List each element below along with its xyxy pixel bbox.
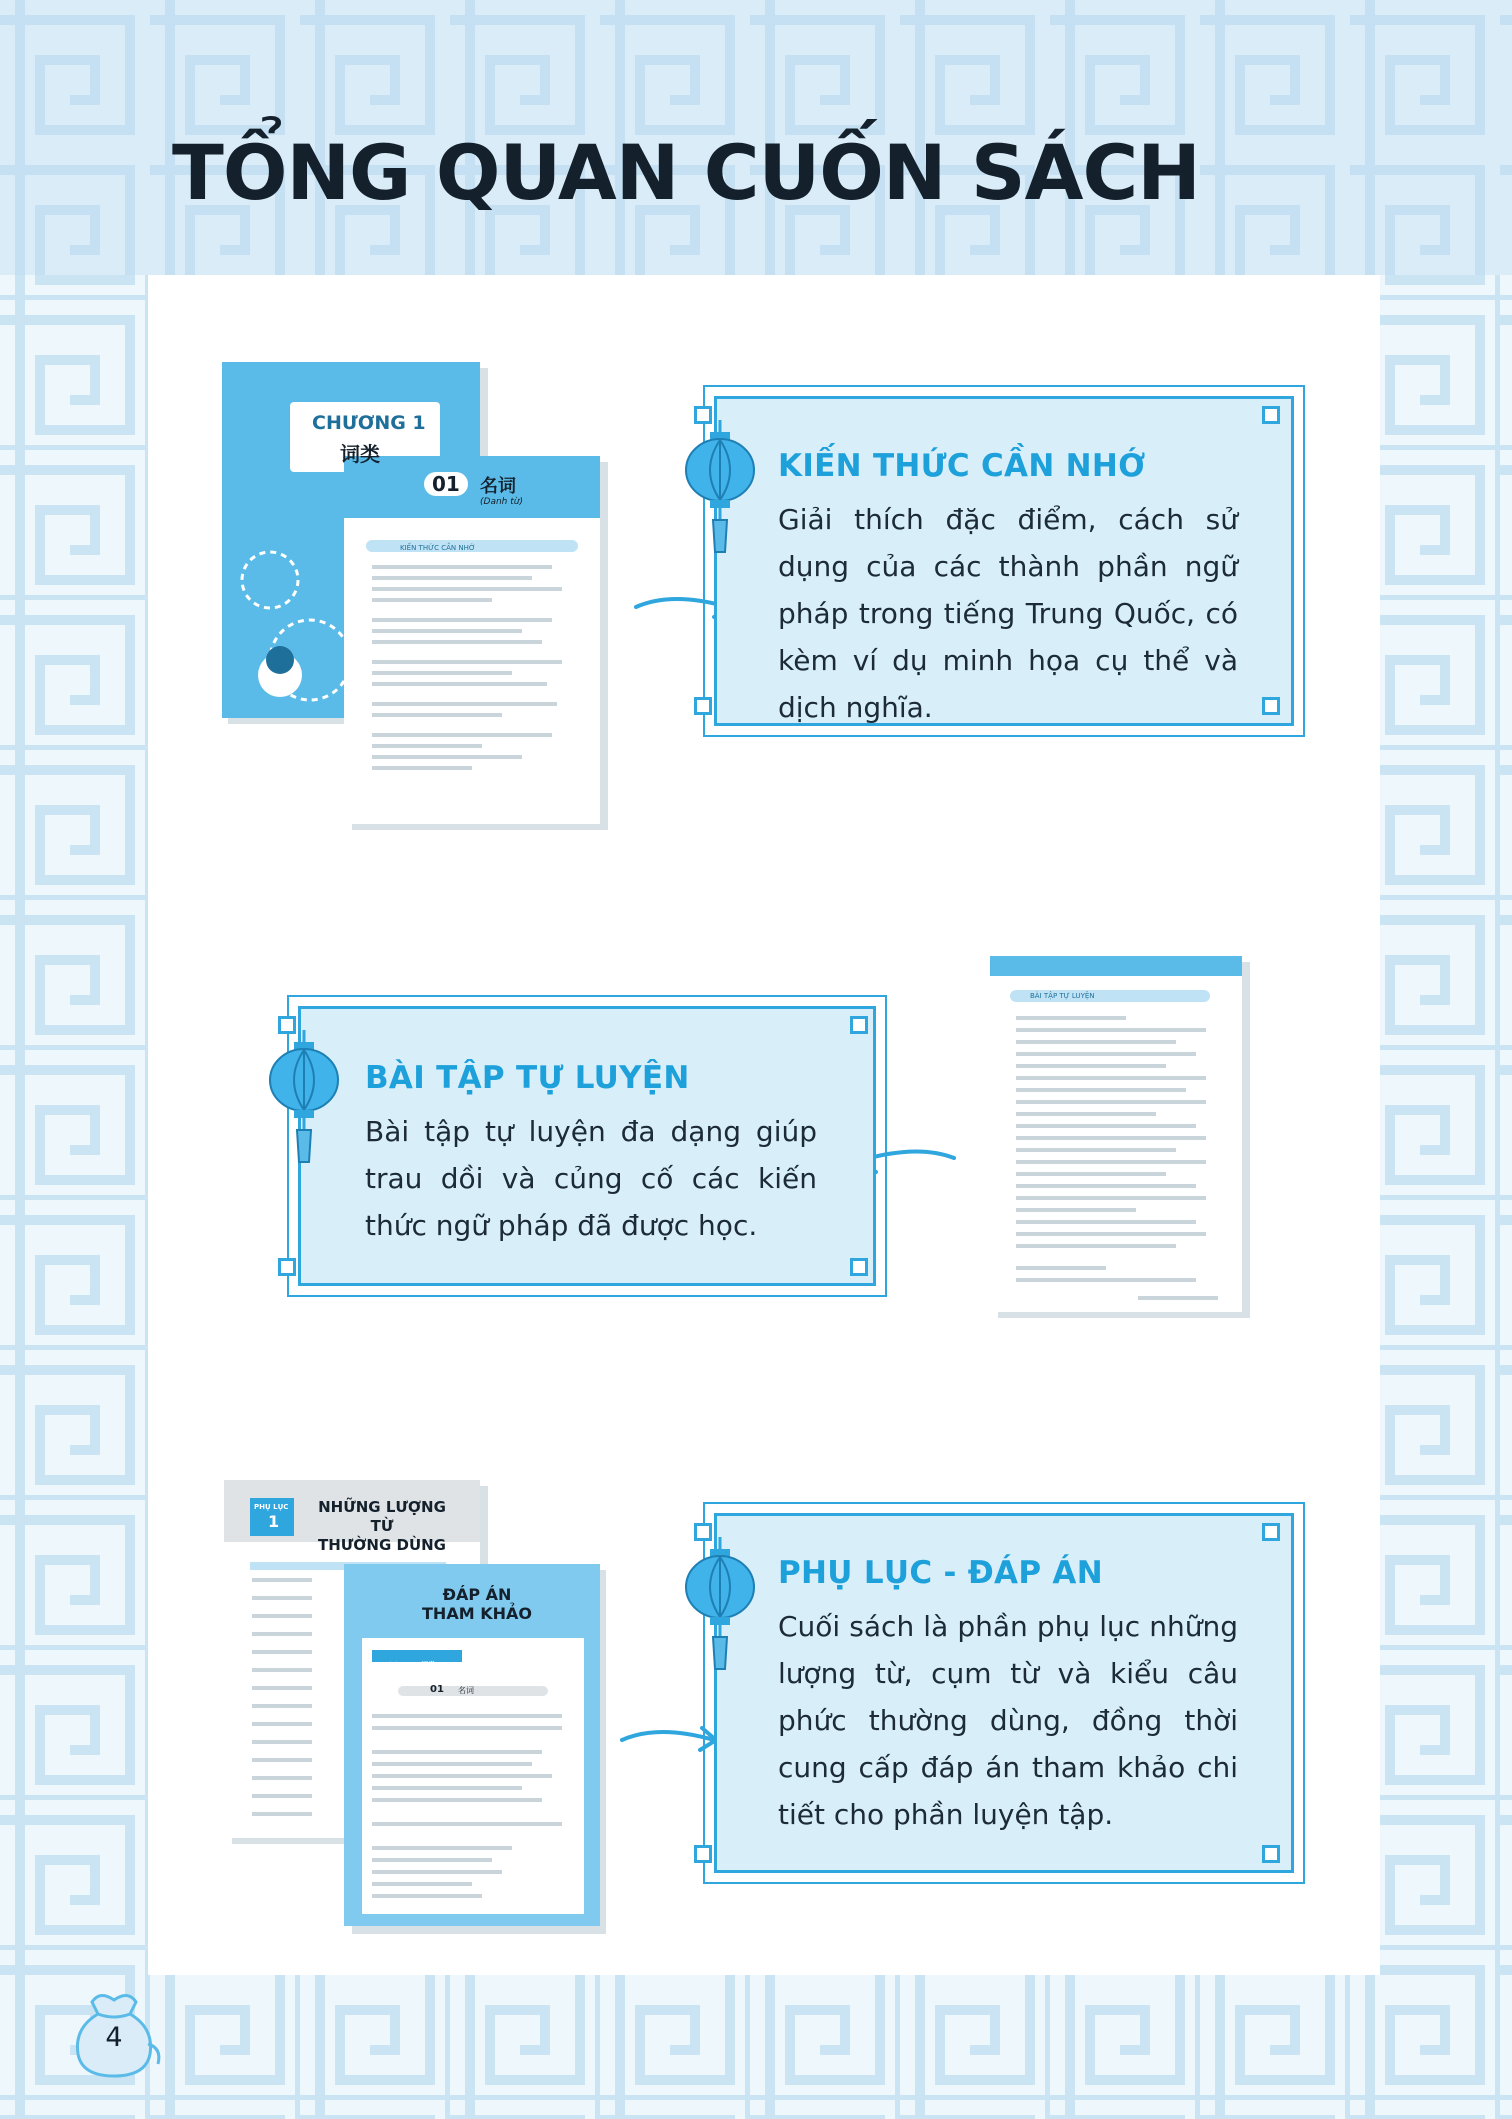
thumb-answers-chapter: CHƯƠNG 1: 词类: [374, 1661, 436, 1669]
box-corner: [694, 697, 712, 715]
page-title: TỔNG QUAN CUỐN SÁCH: [172, 128, 1200, 217]
page-number-badge: [62, 1984, 166, 2080]
lantern-icon: [266, 1030, 342, 1165]
box-corner: [1262, 1523, 1280, 1541]
thumb-chapter-title: 词类: [340, 442, 380, 466]
section-heading: BÀI TẬP TỰ LUYỆN: [365, 1060, 690, 1096]
thumb-answers-title-line1: ĐÁP ÁN: [442, 1585, 512, 1604]
thumb-section-bar: BÀI TẬP TỰ LUYỆN: [1030, 992, 1095, 1000]
thumb-answers-lesson-number: 01: [430, 1684, 444, 1695]
box-corner: [1262, 1845, 1280, 1863]
thumb-appendix-title-line2: THƯỜNG DÙNG: [317, 1536, 446, 1554]
arrow-icon: [618, 1718, 728, 1758]
thumb-answers-lesson-title: 名词: [458, 1686, 474, 1695]
box-corner: [694, 1845, 712, 1863]
lantern-icon: [682, 420, 758, 555]
box-corner: [1262, 697, 1280, 715]
thumb-appendix-number: 1: [268, 1512, 280, 1531]
section-heading: KIẾN THỨC CẦN NHỚ: [778, 448, 1146, 484]
box-corner: [850, 1258, 868, 1276]
thumb-section-bar: KIẾN THỨC CẦN NHỚ: [400, 544, 476, 552]
thumb-lesson-number: 01: [424, 472, 468, 496]
thumb-lesson-title: 名词: [480, 476, 516, 497]
section-description: Giải thích đặc điểm, cách sử dụng của các thành phần ngữ pháp trong tiếng Trung Quốc, có kèm ví dụ minh họa cụ thể và dịch nghĩa.: [778, 503, 1238, 724]
thumb-answers-title-line2: THAM KHẢO: [422, 1604, 532, 1623]
thumb-chapter-label: CHƯƠNG 1: [312, 412, 426, 434]
section-description: Bài tập tự luyện đa dạng giúp trau dồi và củng cố các kiến thức ngữ pháp đã được học.: [365, 1115, 817, 1242]
thumb-answers-title: [412, 1585, 542, 1623]
box-corner: [1262, 406, 1280, 424]
page-number: 4: [105, 2022, 123, 2053]
thumb-lesson-subtitle: (Danh từ): [480, 497, 523, 507]
book-thumbnail-exercises: [988, 954, 1252, 1320]
section-description: Cuối sách là phần phụ lục những lượng từ, cụm từ và kiểu câu phức thường dùng, đồng thời cung cấp đáp án tham khảo chi tiết cho phần luyện tập.: [778, 1610, 1238, 1831]
thumb-appendix-title: [312, 1498, 452, 1555]
box-corner: [850, 1016, 868, 1034]
thumb-appendix-title-line1: NHỮNG LƯỢNG TỪ: [318, 1498, 446, 1535]
thumb-appendix-label: PHỤ LỤC: [254, 1503, 289, 1511]
section-heading: PHỤ LỤC - ĐÁP ÁN: [778, 1555, 1103, 1591]
box-corner: [278, 1258, 296, 1276]
lantern-icon: [682, 1537, 758, 1672]
